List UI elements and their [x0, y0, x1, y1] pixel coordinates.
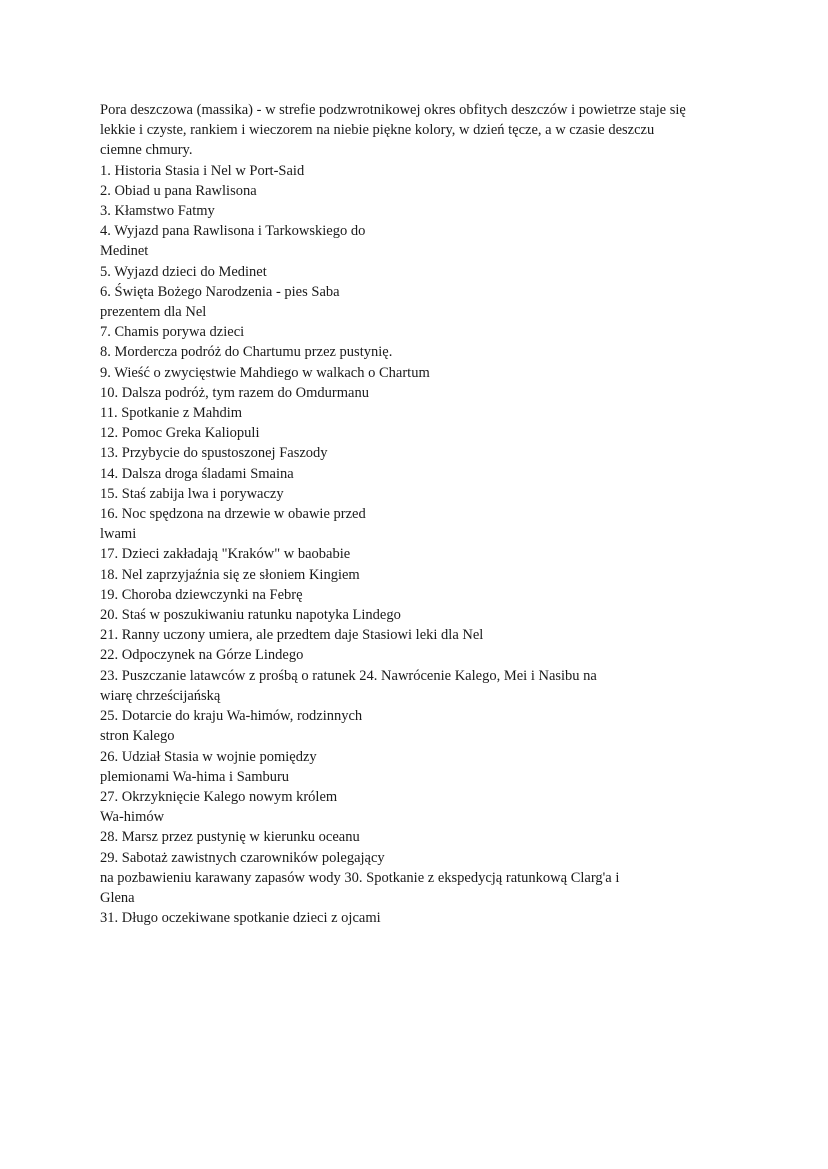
text-line: 2. Obiad u pana Rawlisona — [100, 182, 257, 199]
text-line: wiarę chrześcijańską — [100, 687, 221, 704]
text-line: 8. Mordercza podróż do Chartumu przez pustynię. — [100, 344, 393, 361]
text-line: Medinet — [100, 243, 149, 260]
text-line: 25. Dotarcie do kraju Wa-himów, rodzinnych — [100, 708, 363, 725]
text-line: stron Kalego — [100, 728, 175, 745]
text-line: 9. Wieść o zwycięstwie Mahdiego w walkach o Chartum — [100, 364, 430, 381]
text-line: 29. Sabotaż zawistnych czarowników polegający — [100, 849, 385, 866]
text-line: lwami — [100, 526, 137, 543]
text-line: 22. Odpoczynek na Górze Lindego — [100, 647, 304, 664]
text-line: 21. Ranny uczony umiera, ale przedtem daje Stasiowi leki dla Nel — [100, 627, 484, 644]
text-line: 18. Nel zaprzyjaźnia się ze słoniem Kingiem — [100, 566, 360, 583]
text-line: Pora deszczowa (massika) - w strefie podzwrotnikowej okres obfitych deszczów i powietrze staje się — [100, 102, 686, 118]
text-line: 6. Święta Bożego Narodzenia - pies Saba — [100, 283, 340, 300]
text-line: 13. Przybycie do spustoszonej Faszody — [100, 445, 328, 462]
text-line: 19. Choroba dziewczynki na Febrę — [100, 586, 303, 603]
text-line: 12. Pomoc Greka Kaliopuli — [100, 425, 260, 442]
text-line: 26. Udział Stasia w wojnie pomiędzy — [100, 748, 317, 765]
text-line: 7. Chamis porywa dzieci — [100, 324, 245, 341]
text-line: 31. Długo oczekiwane spotkanie dzieci z ojcami — [100, 910, 381, 927]
text-line: 11. Spotkanie z Mahdim — [100, 405, 243, 422]
text-line: 17. Dzieci zakładają "Kraków" w baobabie — [100, 546, 351, 563]
text-line: 23. Puszczanie latawców z prośbą o ratunek 24. Nawrócenie Kalego, Mei i Nasibu na — [100, 667, 597, 684]
text-line: lekkie i czyste, rankiem i wieczorem na niebie piękne kolory, w dzień tęcze, a w czasie deszczu — [100, 122, 655, 139]
document-page — [100, 100, 740, 928]
text-line: plemionami Wa-hima i Samburu — [100, 768, 290, 785]
text-line: 1. Historia Stasia i Nel w Port-Said — [100, 162, 305, 179]
text-line: 20. Staś w poszukiwaniu ratunku napotyka Lindego — [100, 607, 401, 624]
text-line: 5. Wyjazd dzieci do Medinet — [100, 263, 267, 280]
text-line: 14. Dalsza droga śladami Smaina — [100, 465, 294, 482]
text-line: Glena — [100, 889, 135, 906]
text-line: 10. Dalsza podróż, tym razem do Omdurmanu — [100, 384, 369, 401]
text-line: 28. Marsz przez pustynię w kierunku oceanu — [100, 829, 360, 846]
text-line: 15. Staś zabija lwa i porywaczy — [100, 485, 284, 502]
text-line: 3. Kłamstwo Fatmy — [100, 203, 215, 220]
text-line: 27. Okrzyknięcie Kalego nowym królem — [100, 788, 338, 805]
text-line: ciemne chmury. — [100, 142, 193, 159]
text-line: 16. Noc spędzona na drzewie w obawie przed — [100, 506, 366, 523]
text-line: Wa-himów — [100, 809, 165, 826]
text-line: prezentem dla Nel — [100, 304, 207, 321]
text-line: na pozbawieniu karawany zapasów wody 30. Spotkanie z ekspedycją ratunkową Clarg'a i — [100, 869, 620, 886]
text-line: 4. Wyjazd pana Rawlisona i Tarkowskiego do — [100, 223, 366, 240]
